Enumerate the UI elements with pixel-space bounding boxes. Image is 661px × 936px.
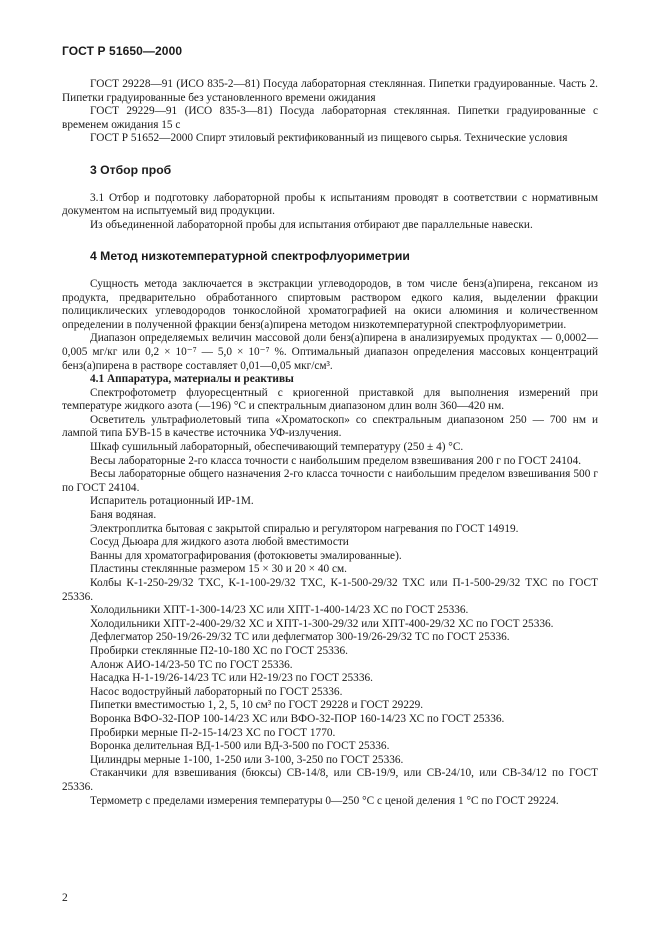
section-4-paragraph: Сущность метода заключается в экстракции углеводородов, в том числе бенз(а)пирена, гексаном из продукта, предварительно обработанного спиртовым раствором едкого калия, выделении фракции полициклических углеводородов тонкослойной хроматографией на окиси алюминия и количественном определении в полученной фракции бенз(а)пирена методом низкотемпературной спектрофлуориметрии. (62, 277, 598, 331)
equipment-item: Пластины стеклянные размером 15 × 30 и 20 × 40 см. (90, 563, 347, 576)
equipment-item: Дефлегматор 250-19/26-29/32 ТС или дефлегматор 300-19/26-29/32 ТС по ГОСТ 25336. (90, 631, 510, 644)
equipment-item: Весы лабораторные общего назначения 2-го класса точности с наибольшим пределом взвешивания 500 г по ГОСТ 24104. (62, 468, 598, 494)
equipment-item: Баня водяная. (90, 509, 157, 522)
section-4-heading: 4 Метод низкотемпературной спектрофлуориметрии (90, 249, 410, 264)
reference-item: ГОСТ 29229—91 (ИСО 835-3—81) Посуда лабораторная стеклянная. Пипетки градуированные с временем ожидания 15 с (62, 105, 598, 131)
equipment-item: Ванны для хроматографирования (фотокюветы эмалированные). (90, 549, 402, 562)
equipment-item: Воронка делительная ВД-1-500 или ВД-3-500 по ГОСТ 25336. (90, 740, 390, 753)
equipment-item: Алонж АИО-14/23-50 ТС по ГОСТ 25336. (90, 658, 293, 671)
reference-item: ГОСТ 29228—91 (ИСО 835-2—81) Посуда лабораторная стеклянная. Пипетки градуированные. Часть 2. Пипетки градуированные без установленного времени ожидания (62, 78, 598, 104)
equipment-item: Пробирки стеклянные П2-10-180 ХС по ГОСТ 25336. (90, 644, 348, 657)
equipment-item: Холодильники ХПТ-1-300-14/23 ХС или ХПТ-1-400-14/23 ХС по ГОСТ 25336. (90, 604, 469, 617)
equipment-item: Стаканчики для взвешивания (бюксы) СВ-14/8, или СВ-19/9, или СВ-24/10, или СВ-34/12 по ГОСТ 25336. (62, 767, 598, 793)
equipment-item: Воронка ВФО-32-ПОР 100-14/23 ХС или ВФО-32-ПОР 160-14/23 ХС по ГОСТ 25336. (90, 712, 505, 725)
equipment-item: Пипетки вместимостью 1, 2, 5, 10 см³ по ГОСТ 29228 и ГОСТ 29229. (90, 699, 424, 712)
document-body (62, 78, 598, 808)
equipment-item: Спектрофотометр флуоресцентный с криогенной приставкой для выполнения измерений при температуре жидкого азота (—196) °С и спектральным диапазоном длин волн 360—420 нм. (62, 386, 598, 413)
subsection-4-1-heading: 4.1 Аппаратура, материалы и реактивы (90, 373, 294, 386)
equipment-item: Весы лабораторные 2-го класса точности с наибольшим пределом взвешивания 200 г по ГОСТ 24104. (90, 454, 582, 467)
equipment-list (62, 387, 598, 808)
equipment-item: Испаритель ротационный ИР-1М. (90, 495, 254, 508)
equipment-item: Насос водоструйный лабораторный по ГОСТ 25336. (90, 685, 343, 698)
equipment-item: Осветитель ультрафиолетовый типа «Хроматоскоп» со спектральным диапазоном 250 — 700 нм и лампой типа БУВ-15 в качестве источника УФ-излучения. (62, 413, 598, 440)
equipment-item: Шкаф сушильный лабораторный, обеспечивающий температуру (250 ± 4) °С. (90, 441, 464, 454)
equipment-item: Электроплитка бытовая с закрытой спиралью и регулятором нагревания по ГОСТ 14919. (90, 522, 519, 535)
equipment-item: Холодильники ХПТ-2-400-29/32 ХС и ХПТ-1-300-29/32 или ХПТ-400-29/32 ХС по ГОСТ 25336. (90, 617, 554, 630)
equipment-item: Цилиндры мерные 1-100, 1-250 или 3-100, 3-250 по ГОСТ 25336. (90, 753, 404, 766)
equipment-item: Пробирки мерные П-2-15-14/23 ХС по ГОСТ 1770. (90, 726, 336, 739)
reference-item: ГОСТ Р 51652—2000 Спирт этиловый ректификованный из пищевого сырья. Технические условия (90, 132, 568, 145)
equipment-item: Сосуд Дьюара для жидкого азота любой вместимости (90, 536, 349, 549)
section-3-paragraph: 3.1 Отбор и подготовку лабораторной пробы к испытаниям проводят в соответствии с нормативным документом на испытуемый вид продукции. (62, 191, 598, 218)
section-3-paragraph: Из объединенной лабораторной пробы для испытания отбирают две параллельные навески. (90, 218, 533, 231)
document-header: ГОСТ Р 51650—2000 (62, 44, 183, 58)
section-4-paragraph: Диапазон определяемых величин массовой доли бенз(а)пирена в анализируемых продуктах — 0,0002—0,005 мг/кг или 0,2 × 10⁻⁷ — 5,0 × 10⁻⁷ %. Оптимальный диапазон определения массовых концентраций бенз(а)пирена в растворе составляет 0,01—0,05 мкг/см³. (62, 332, 598, 372)
equipment-item: Насадка Н-1-19/26-14/23 ТС или Н2-19/23 по ГОСТ 25336. (90, 672, 373, 685)
equipment-item: Термометр с пределами измерения температуры 0—250 °С с ценой деления 1 °С по ГОСТ 29224. (90, 794, 559, 807)
equipment-item: Колбы К-1-250-29/32 ТХС, К-1-100-29/32 ТХС, К-1-500-29/32 ТХС или П-1-500-29/32 ТХС по ГОСТ 25336. (62, 577, 598, 603)
section-3-heading: 3 Отбор проб (90, 162, 172, 177)
page-number: 2 (62, 892, 68, 904)
